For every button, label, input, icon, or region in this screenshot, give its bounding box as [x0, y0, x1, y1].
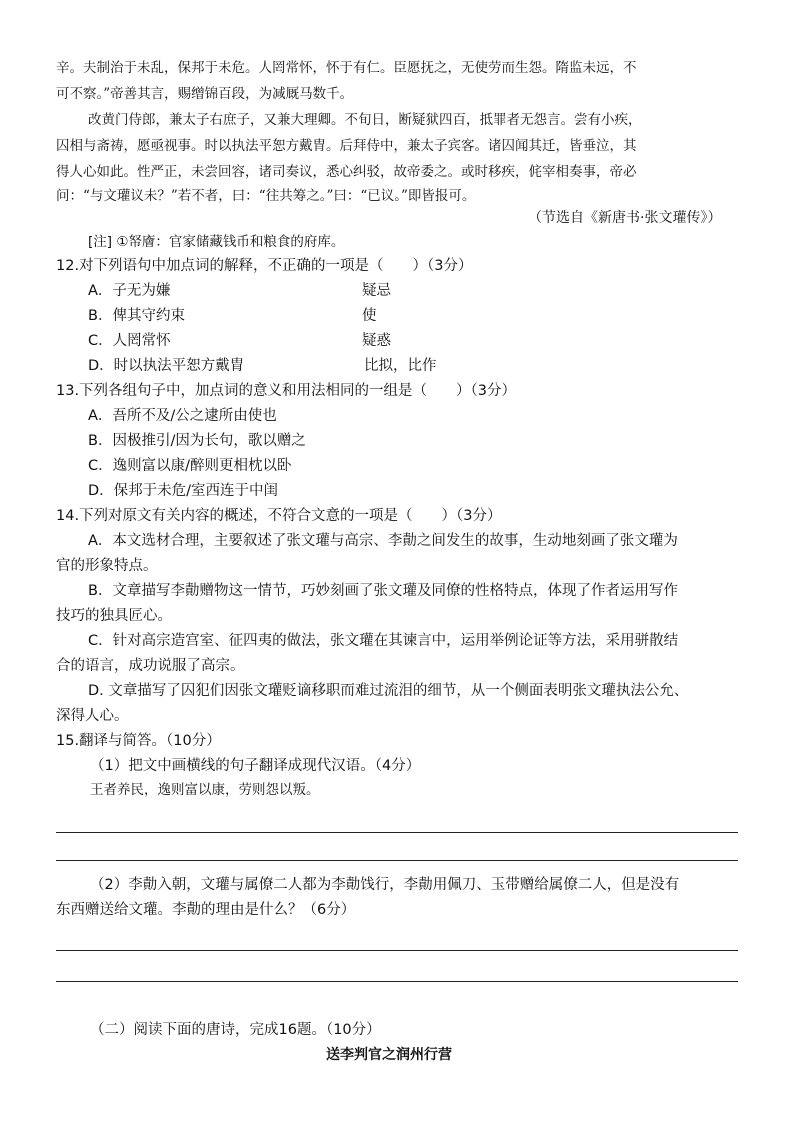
- passage-line-3: 改黄门侍郎，兼太子右庶子，又兼大理卿。不旬日，断疑狱四百，抵罪者无怨言。尝有小疾，: [88, 112, 642, 128]
- q12-option-b-gloss: 使: [362, 308, 377, 324]
- answer-line-4[interactable]: [56, 981, 738, 982]
- q12-stem: 12.对下列语句中加点词的解释，不正确的一项是（ ）（3分）: [56, 258, 473, 274]
- q13-option-c: C．逸则富以康/醉则更相枕以卧: [88, 458, 292, 474]
- q13-option-a: A．吾所不及/公之逮所由使也: [88, 408, 277, 424]
- q15-part-2-line-2: 东西赠送给文瓘。李勣的理由是什么？（6分）: [56, 902, 356, 918]
- q13-stem: 13.下列各组句子中，加点词的意义和用法相同的一组是（ ）（3分）: [56, 383, 517, 399]
- q15-part-1-sentence: 王者养民，逸则富以康，劳则怨以叛。: [90, 782, 320, 798]
- q13-option-b: B．因极推引/因为长句，歌以赠之: [88, 433, 306, 449]
- q15-part-1: （1）把文中画横线的句子翻译成现代汉语。（4分）: [90, 758, 421, 774]
- section-2-heading: （二）阅读下面的唐诗，完成16题。（10分）: [90, 1022, 381, 1038]
- q12-option-a-gloss: 疑忌: [362, 283, 391, 299]
- q14-option-d-line-1: D. 文章描写了囚犯们因张文瓘贬谪移职而难过流泪的细节，从一个侧面表明张文瓘执法公允、: [88, 683, 689, 699]
- answer-line-3[interactable]: [56, 950, 738, 951]
- passage-source: （节选自《新唐书·张文瓘传》）: [528, 210, 722, 226]
- q14-option-d-line-2: 深得人心。: [56, 708, 129, 724]
- q12-option-b: B．俾其守约束: [88, 308, 185, 324]
- q14-option-a-line-2: 官的形象特点。: [56, 558, 158, 574]
- q14-option-b-line-2: 技巧的独具匠心。: [56, 608, 172, 624]
- passage-line-5: 得人心如此。性严正，未尝回容，诸司奏议，悉心纠驳，故帝委之。或时移疾，侂宰相奏事，帝必: [56, 164, 637, 180]
- q12-option-d-gloss: 比拟，比作: [364, 358, 437, 374]
- q12-option-d: D．时以执法平恕方戴胄: [88, 358, 245, 374]
- answer-line-1[interactable]: [56, 832, 738, 833]
- q12-option-c-gloss: 疑惑: [362, 333, 391, 349]
- q14-option-a-line-1: A．本文选材合理，主要叙述了张文瓘与高宗、李勣之间发生的故事，生动地刻画了张文瓘为: [88, 533, 678, 549]
- poem-title: 送李判官之润州行营: [326, 1047, 452, 1063]
- q14-stem: 14.下列对原文有关内容的概述，不符合文意的一项是（ ）（3分）: [56, 508, 502, 524]
- passage-note: [注] ①帑廥：官家储藏钱币和粮食的府库。: [88, 234, 345, 250]
- passage-line-6: 问：“与文瓘议未？”若不者，曰：“往共筹之。”曰：“已议。”即皆报可。: [56, 188, 476, 204]
- q12-option-a: A．子无为嫌: [88, 283, 171, 299]
- q12-option-c: C．人罔常怀: [88, 333, 171, 349]
- q14-option-c-line-1: C．针对高宗造宫室、征四夷的做法，张文瓘在其谏言中，运用举例论证等方法，采用骈散结: [88, 633, 679, 649]
- q14-option-c-line-2: 合的语言，成功说服了高宗。: [56, 658, 245, 674]
- passage-line-2: 可不察。”帝善其言，赐缯锦百段，为减厩马数千。: [56, 86, 354, 102]
- q13-option-d: D．保邦于未危/室西连于中闺: [88, 483, 279, 499]
- answer-line-2[interactable]: [56, 860, 738, 861]
- q15-part-2-line-1: （2）李勣入朝，文瓘与属僚二人都为李勣饯行，李勣用佩刀、玉带赠给属僚二人，但是没有: [90, 877, 680, 893]
- q14-option-b-line-1: B．文章描写李勣赠物这一情节，巧妙刻画了张文瓘及同僚的性格特点，体现了作者运用写作: [88, 583, 678, 599]
- q15-stem: 15.翻译与简答。（10分）: [56, 733, 221, 749]
- passage-line-1: 辛。夫制治于未乱，保邦于未危。人罔常怀，怀于有仁。臣愿抚之，无使劳而生怨。隋监未远，不: [56, 60, 637, 76]
- passage-line-4: 囚相与斋祷，愿亟视事。时以执法平恕方戴胄。后拜侍中，兼太子宾客。诸囚闻其迁，皆垂泣，其: [56, 138, 637, 154]
